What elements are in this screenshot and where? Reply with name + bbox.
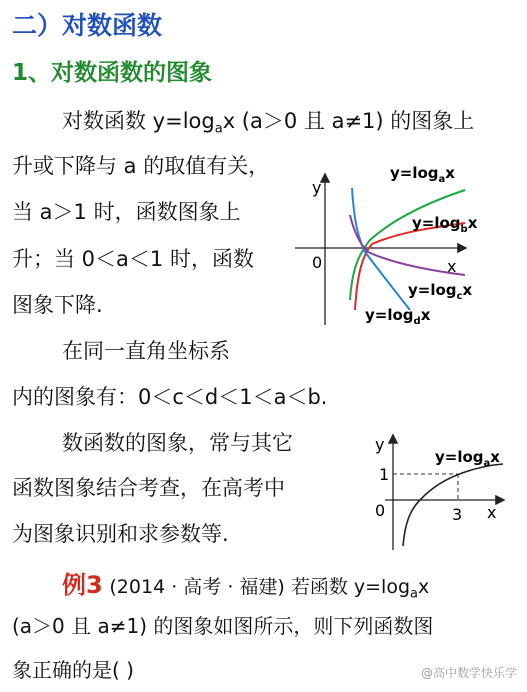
subsection-heading: 1、对数函数的图象 xyxy=(12,60,213,86)
graph2-label: $y=\log_ax$ xyxy=(435,448,500,469)
para1-line1: 对数函数 $y=\log_ax$ (a＞0 且 a≠1) 的图象上 xyxy=(62,109,475,137)
para1-line3: 当 a＞1 时，函数图象上 xyxy=(12,200,241,224)
section-heading: 二）对数函数 xyxy=(12,11,163,40)
para2-line1: 在同一直角坐标系 xyxy=(62,339,230,363)
para2-line2: 内的图象有：0＜c＜d＜1＜a＜b. xyxy=(12,385,328,409)
label-log-a: $y=\log_ax$ xyxy=(390,164,455,185)
y-axis-label: y xyxy=(375,435,385,454)
origin-label: 0 xyxy=(375,501,386,520)
y-axis-label: y xyxy=(312,178,322,197)
example-log-graph xyxy=(355,428,527,553)
example-line3: 象正确的是( ) xyxy=(12,658,134,682)
watermark: @高中数学快乐学 xyxy=(420,666,517,680)
curve-log-c xyxy=(352,188,410,310)
para1-line5: 图象下降. xyxy=(12,293,103,317)
label-log-c: $y=\log_cx$ xyxy=(408,281,473,302)
x-tick-3: 3 xyxy=(452,505,463,524)
origin-label: 0 xyxy=(312,253,323,272)
x-axis-label: x xyxy=(487,503,497,522)
para3-line1: 数函数的图象，常与其它 xyxy=(62,431,293,455)
para3-line3: 为图象识别和求参数等. xyxy=(12,522,229,546)
example-line1: 例3 (2014 · 高考 · 福建) 若函数 $y=\log_ax$ xyxy=(62,571,430,602)
example-label: 例3 xyxy=(62,571,103,599)
para1-line4: 升；当 0＜a＜1 时，函数 xyxy=(12,247,254,271)
example-line2: (a＞0 且 a≠1) 的图象如图所示，则下列函数图 xyxy=(12,614,434,638)
para1-line2: 升或下降与 a 的取值有关， xyxy=(12,154,270,178)
y-tick-1: 1 xyxy=(379,465,390,484)
label-log-b: $y=\log_bx$ xyxy=(412,214,478,235)
x-axis-label: x xyxy=(447,257,457,276)
para3-line2: 函数图象结合考查，在高考中 xyxy=(12,476,285,500)
label-log-d: $y=\log_dx$ xyxy=(365,306,431,327)
log-family-graph xyxy=(290,160,527,335)
